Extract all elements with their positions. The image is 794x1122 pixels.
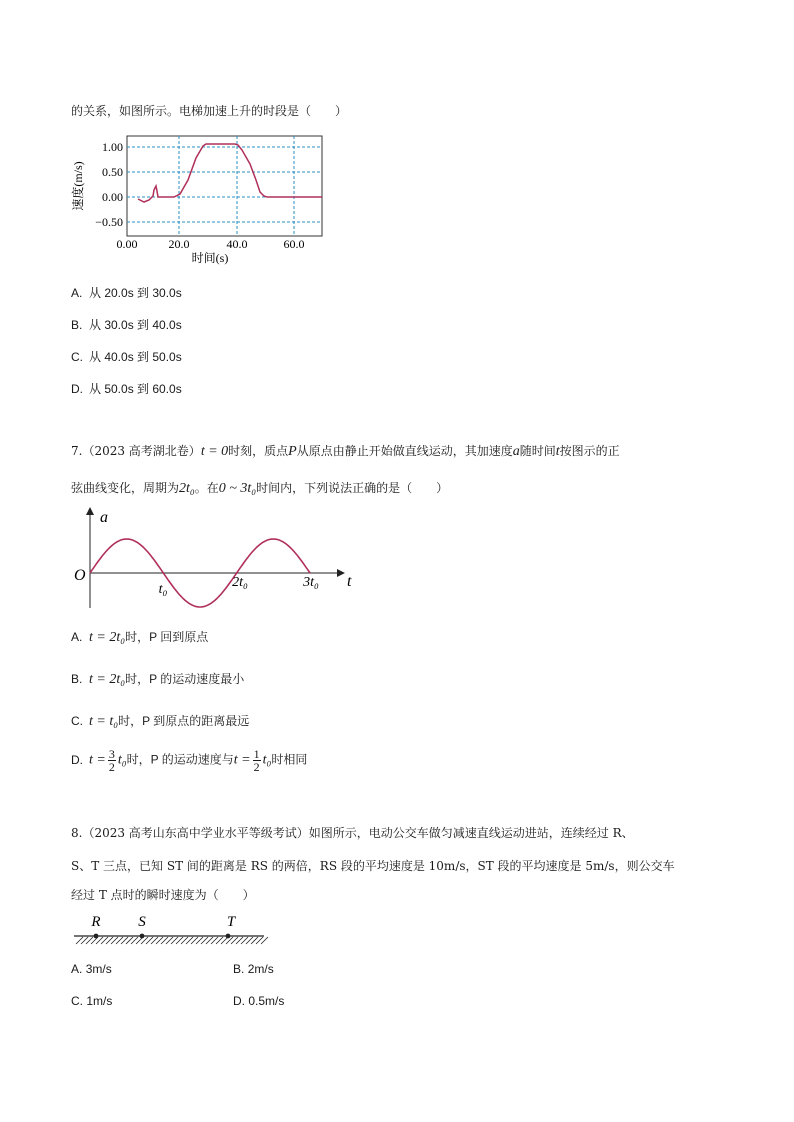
- q8-point-r: [94, 934, 99, 939]
- q6-xtick: 40.0: [226, 237, 248, 251]
- q7-acceleration-graph: [70, 502, 370, 612]
- q8-option-a[interactable]: A. 3m/s: [71, 962, 112, 976]
- q8-road-diagram: [70, 910, 270, 952]
- q8-option-c[interactable]: C. 1m/s: [71, 994, 113, 1008]
- q8-label-r: R: [91, 914, 101, 930]
- q8-option-d[interactable]: D. 0.5m/s: [233, 994, 285, 1008]
- q6-option-c[interactable]: C. 从 40.0s 到 50.0s: [71, 350, 182, 364]
- q8-stem-line2: S、T 三点，已知 ST 间的距离是 RS 的两倍，RS 段的平均速度是 10m/s，ST 段的平均速度是 5m/s，则公交车: [71, 859, 675, 873]
- q8-road-hatching: [76, 937, 268, 944]
- q6-option-d[interactable]: D. 从 50.0s 到 60.0s: [71, 382, 182, 396]
- q7-option-c[interactable]: C. t = t₀时，P 到原点的距离最远: [71, 714, 250, 729]
- q6-ytick: 1.00: [102, 140, 123, 154]
- q8-option-b[interactable]: B. 2m/s: [233, 962, 274, 976]
- q7-a-label: a: [100, 509, 108, 526]
- q8-stem-line3: 经过 T 点时的瞬时速度为（ ）: [71, 888, 255, 902]
- q6-velocity-graph: [70, 128, 330, 268]
- q7-t-label: t: [347, 573, 352, 590]
- q6-ytick: 0.50: [102, 165, 123, 179]
- q8-point-t: [226, 934, 231, 939]
- q8-stem-line1: 8.（2023 高考山东高中学业水平等级考试）如图所示，电动公交车做匀减速直线运动进站，连续经过 R、: [71, 826, 634, 840]
- q6-ytick: −0.50: [95, 215, 123, 229]
- q7-option-b[interactable]: B. t = 2t₀时，P 的运动速度最小: [71, 672, 245, 687]
- q6-xlabel: 时间(s): [191, 251, 229, 265]
- q7-stem-line1: 7.（2023 高考湖北卷）t = 0时刻，质点P从原点由静止开始做直线运动，其加速度a随时间t按图示的正: [71, 444, 620, 459]
- q7-tick-3t0: 3t₀: [303, 575, 319, 590]
- q8-label-s: S: [138, 914, 146, 930]
- q8-point-s: [140, 934, 145, 939]
- q7-tick-t0: t₀: [158, 582, 168, 597]
- q7-option-d[interactable]: D. t = $\frac{3}{2}$ t₀时，P 的运动速度与t = $\frac{1}{2}$ t₀时相同: [71, 747, 308, 774]
- q6-option-b[interactable]: B. 从 30.0s 到 40.0s: [71, 318, 182, 332]
- q6-stem-tail: 的关系，如图所示。电梯加速上升的时段是（ ）: [71, 104, 348, 118]
- q8-label-t: T: [226, 914, 236, 930]
- q7-stem-line2: 弦曲线变化，周期为2t₀。在0 ~ 3t₀时间内，下列说法正确的是（ ）: [71, 481, 449, 496]
- q6-xtick: 60.0: [283, 237, 305, 251]
- q6-xtick: 20.0: [168, 237, 190, 251]
- q7-origin-label: O: [74, 567, 86, 584]
- q6-ytick: 0.00: [102, 190, 123, 204]
- q7-tick-2t0: 2t₀: [232, 575, 248, 590]
- q6-option-a[interactable]: A. 从 20.0s 到 30.0s: [71, 286, 182, 300]
- q6-xtick: 0.00: [116, 237, 138, 251]
- q6-ylabel: 速度(m/s): [71, 161, 85, 211]
- q7-option-a[interactable]: A. t = 2t₀时，P 回到原点: [71, 630, 209, 645]
